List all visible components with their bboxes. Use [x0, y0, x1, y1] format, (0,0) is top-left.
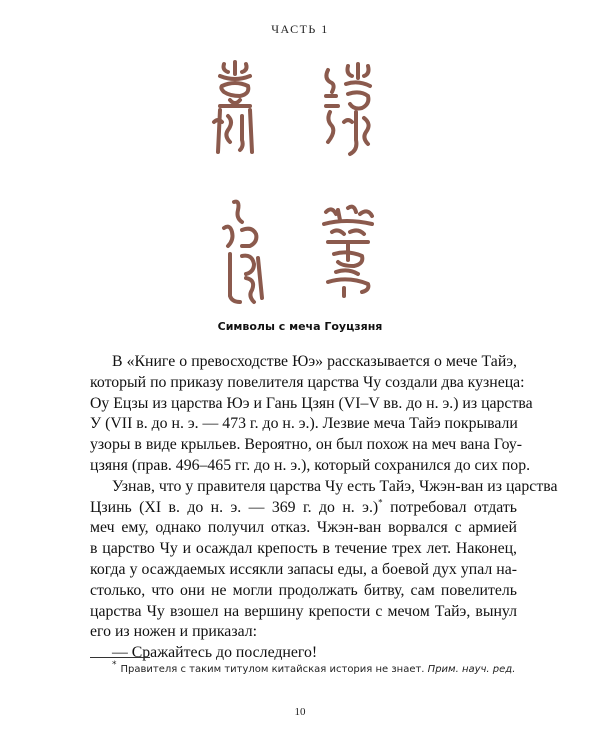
running-head: ЧАСТЬ 1: [271, 22, 329, 36]
glyph-3-drawing: [218, 198, 268, 308]
text-line: узоры в виде крыльев. Вероятно, он был похож на меч вана Гоу-: [90, 436, 523, 454]
bird-script-glyph-4: [318, 204, 378, 299]
text-segment: потребовал отдать: [390, 498, 518, 516]
footnote-attribution: Прим. науч. ред.: [427, 664, 516, 675]
text-line-dialogue: — Сражайтесь до последнего!: [112, 644, 318, 662]
text-line: меч ему, однако получил отказ. Чжэн-ван ворвался с армией: [90, 519, 517, 537]
text-line: который по приказу повелителя царства Чу создали два кузнеца:: [90, 373, 525, 391]
text-line: царства Чу взошел на вершину крепости с мечом Тайэ, вынул: [90, 602, 517, 620]
footnote: [112, 660, 522, 675]
text-line: Узнав, что у правителя царства Чу есть Тайэ, Чжэн-ван из царства: [112, 477, 558, 495]
text-line: В «Книге о превосходстве Юэ» рассказывается о мече Тайэ,: [112, 353, 517, 370]
glyph-2-drawing: [318, 62, 378, 162]
bird-script-glyph-2: [318, 62, 378, 162]
footnote-divider: [90, 657, 150, 658]
text-line-with-footnote: [90, 498, 517, 519]
text-line: цзяня (прав. 496–465 гг. до н. э.), который сохранился до сих пор.: [90, 456, 531, 474]
figure-caption: Символы с меча Гоуцзяня: [217, 320, 383, 333]
text-line: столько, что они не могли продолжать битву, сам повелитель: [90, 581, 517, 599]
text-line: в царство Чу и осаждал крепость в течение трех лет. Наконец,: [90, 540, 517, 558]
text-line: Оу Ецзы из царства Юэ и Гань Цзян (VI–V вв. до н. э.) из царства: [90, 394, 533, 412]
footnote-marker: *: [112, 660, 117, 670]
bird-script-glyph-3: [218, 198, 268, 308]
glyph-1-drawing: [210, 60, 260, 160]
page-number: 10: [294, 706, 306, 718]
text-line: его из ножен и приказал:: [90, 623, 257, 641]
text-line: когда у осаждаемых иссякли запасы еды, а боевой дух упал на-: [90, 560, 517, 578]
bird-script-glyph-1: [210, 60, 260, 160]
main-text: [90, 352, 558, 664]
text-segment: Цзинь (XI в. до н. э. — 369 г. до н. э.): [90, 498, 379, 516]
text-line: У (VII в. до н. э. — 473 г. до н. э.). Лезвие меча Тайэ покрывали: [90, 415, 518, 433]
footnote-reference[interactable]: *: [378, 497, 383, 508]
glyph-4-drawing: [318, 204, 378, 299]
footnote-text: Правителя с таким титулом китайская история не знает.: [120, 664, 428, 675]
